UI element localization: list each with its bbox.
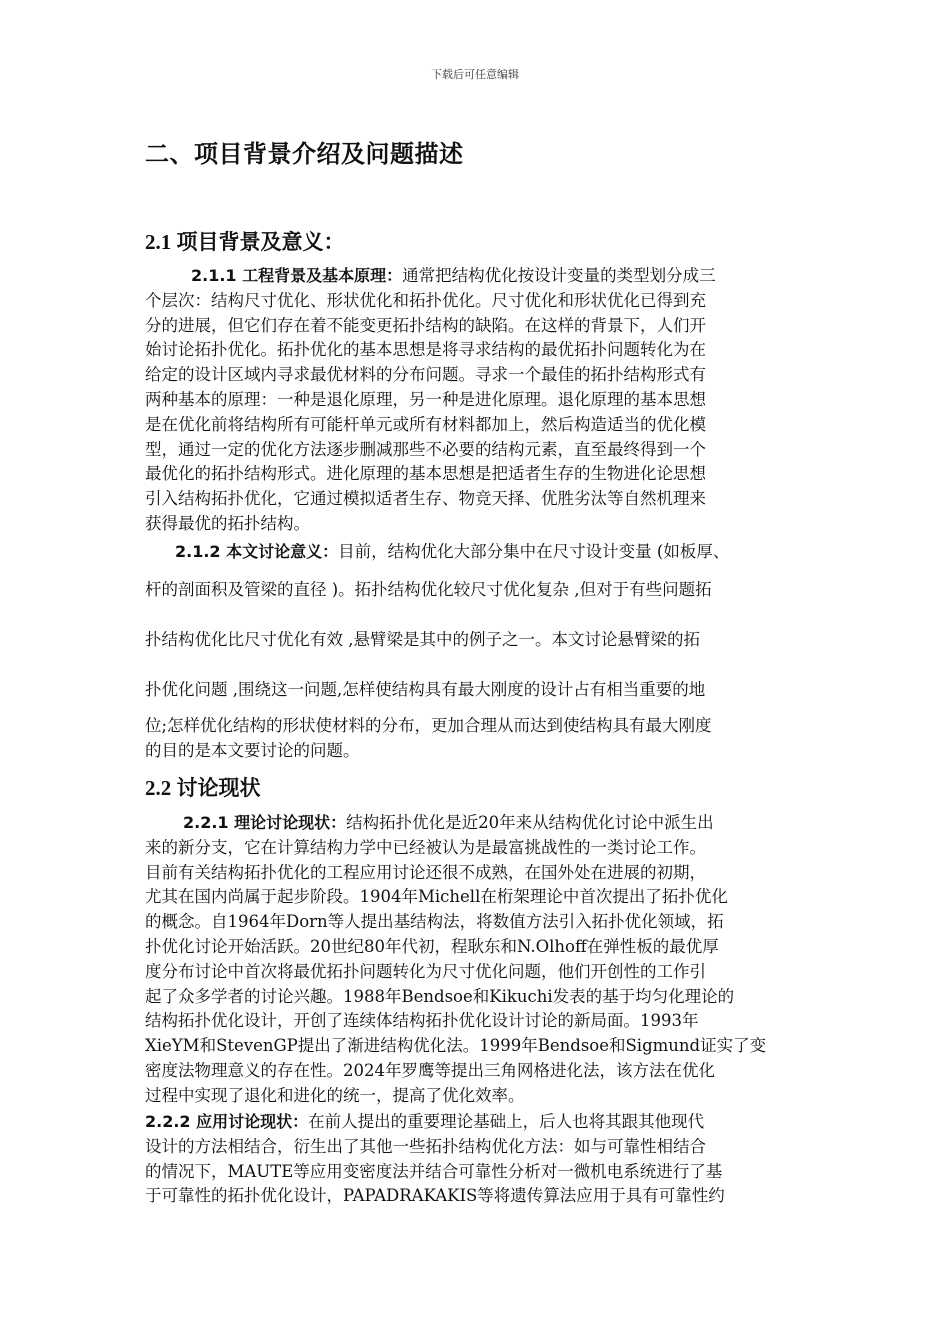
paragraph-line: 扑优化讨论开始活跃。20世纪80年代初，程耿东和N.Olhoff在弹性板的最优厚	[145, 936, 719, 956]
paragraph-line: 扑结构优化比尺寸优化有效 ,悬臂梁是其中的例子之一。本文讨论悬臂梁的拓	[145, 630, 700, 649]
paragraph-label: 2.1.2 本文讨论意义：	[175, 542, 339, 561]
paragraph-line: 来的新分支，它在计算结构力学中已经被认为是最富挑战性的一类讨论工作。	[145, 837, 706, 857]
paragraph-line: 引入结构拓扑优化，它通过模拟适者生存、物竞天择、优胜劣汰等自然机理来	[145, 489, 706, 509]
text-run: 结构拓扑优化是近20年来从结构优化讨论中派生出	[346, 813, 714, 832]
section-heading-2-1-text: 2.1 项目背景及意义：	[145, 230, 345, 254]
paragraph-line: 个层次：结构尺寸优化、形状优化和拓扑优化。尺寸优化和形状优化已得到充	[145, 290, 706, 310]
paragraph-line: 位;怎样优化结构的形状使材料的分布，更加合理从而达到使结构具有最大刚度	[145, 716, 712, 735]
paragraph-line: 度分布讨论中首次将最优拓扑问题转化为尺寸优化问题，他们开创性的工作引	[145, 961, 706, 981]
text-run: 在前人提出的重要理论基础上，后人也将其跟其他现代	[308, 1112, 705, 1131]
paragraph-line: 目前有关结构拓扑优化的工程应用讨论还很不成熟，在国外处在进展的初期，	[145, 862, 706, 882]
paragraph-label: 2.1.1 工程背景及基本原理：	[191, 266, 403, 285]
page-header-note: 下载后可任意编辑	[431, 68, 519, 81]
paragraph-line: 的概念。自1964年Dorn等人提出基结构法，将数值方法引入拓扑优化领域，拓	[145, 912, 724, 932]
paragraph-line: 型，通过一定的优化方法逐步删减那些不必要的结构元素，直至最终得到一个	[145, 439, 706, 459]
section-heading-2-2-text: 2.2 讨论现状	[145, 776, 261, 800]
paragraph-2-2-1	[145, 811, 820, 1109]
paragraph-label: 2.2.1 理论讨论现状：	[183, 813, 347, 832]
paragraph-line: 结构拓扑优化设计，开创了连续体结构拓扑优化设计讨论的新局面。1993年	[145, 1011, 699, 1031]
paragraph-label: 2.2.2 应用讨论现状：	[145, 1112, 309, 1131]
paragraph-line: XieYM和StevenGP提出了渐进结构优化法。1999年Bendsoe和Sigmund证实了变	[145, 1036, 767, 1056]
paragraph-line: 的情况下，MAUTE等应用变密度法并结合可靠性分析对一微机电系统进行了基	[145, 1161, 723, 1181]
paragraph-line: 密度法物理意义的存在性。2024年罗鹰等提出三角网格进化法，该方法在优化	[145, 1060, 715, 1080]
paragraph-line: 给定的设计区域内寻求最优材料的分布问题。寻求一个最佳的拓扑结构形式有	[145, 365, 706, 385]
paragraph-2-1-1	[145, 264, 820, 537]
paragraph-line: 杆的剖面积及管梁的直径 )。拓扑结构优化较尺寸优化复杂 ,但对于有些问题拓	[145, 580, 712, 599]
paragraph-line: 的目的是本文要讨论的问题。	[145, 741, 360, 760]
paragraph-line: 分的进展，但它们存在着不能变更拓扑结构的缺陷。在这样的背景下，人们开	[145, 315, 706, 335]
paragraph-line: 过程中实现了退化和进化的统一，提高了优化效率。	[145, 1085, 525, 1105]
paragraph-line: 起了众多学者的讨论兴趣。1988年Bendsoe和Kikuchi发表的基于均匀化理论的	[145, 986, 735, 1006]
paragraph-line: 是在优化前将结构所有可能杆单元或所有材料都加上，然后构造适当的优化模	[145, 414, 706, 434]
paragraph-line: 于可靠性的拓扑优化设计，PAPADRAKAKIS等将遗传算法应用于具有可靠性约	[145, 1186, 725, 1206]
paragraph-line: 尤其在国内尚属于起步阶段。1904年Michell在桁架理论中首次提出了拓扑优化	[145, 887, 728, 907]
paragraph-line	[145, 1110, 820, 1135]
paragraph-line: 设计的方法相结合，衍生出了其他一些拓扑结构优化方法：如与可靠性相结合	[145, 1136, 706, 1156]
section-heading-2-2	[145, 772, 261, 802]
text-run: 通常把结构优化按设计变量的类型划分成三	[402, 266, 716, 285]
paragraph-line: 扑优化问题 ,围绕这一问题,怎样使结构具有最大刚度的设计占有相当重要的地	[145, 680, 706, 699]
text-run: 目前，结构优化大部分集中在尺寸设计变量 (如板厚、	[338, 542, 730, 561]
paragraph-line	[175, 538, 729, 562]
paragraph-line: 最优化的拓扑结构形式。进化原理的基本思想是把适者生存的生物进化论思想	[145, 464, 706, 484]
paragraph-line: 始讨论拓扑优化。拓扑优化的基本思想是将寻求结构的最优拓扑问题转化为在	[145, 340, 706, 360]
section-heading-2-1	[145, 226, 345, 256]
paragraph-line	[145, 811, 820, 836]
chapter-title: 二、项目背景介绍及问题描述	[145, 140, 464, 168]
paragraph-line	[145, 264, 820, 289]
paragraph-line: 获得最优的拓扑结构。	[145, 513, 310, 533]
paragraph-line: 两种基本的原理：一种是退化原理，另一种是进化原理。退化原理的基本思想	[145, 389, 706, 409]
paragraph-2-2-2	[145, 1110, 820, 1209]
